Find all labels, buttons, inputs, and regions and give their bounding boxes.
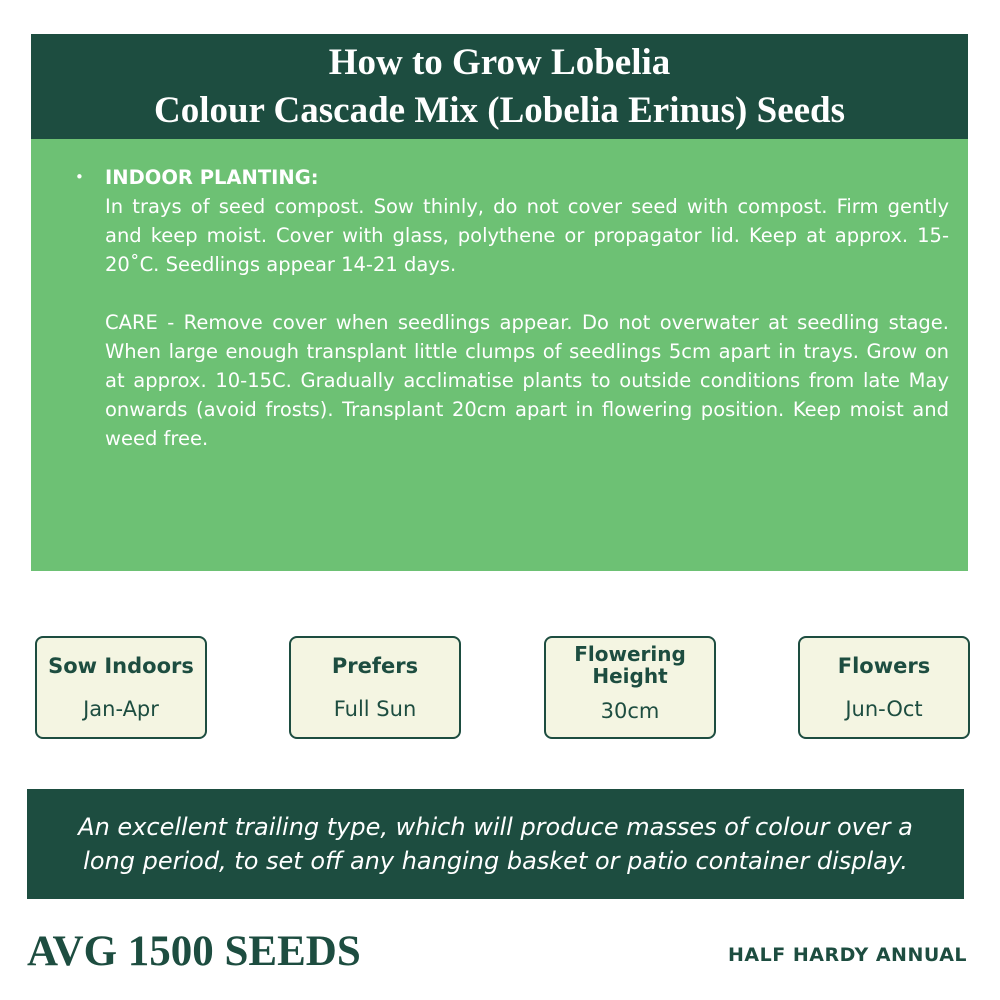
card-title [546,643,714,687]
page-header [31,34,968,139]
card-title: Flowers [837,654,931,678]
instructions-panel [31,139,968,571]
card-value: Jan-Apr [83,697,159,721]
info-card-prefers [289,636,461,739]
card-value: Full Sun [333,697,417,721]
info-card-flowers [798,636,970,739]
info-card-flowering-height [544,636,716,739]
indoor-planting-item [75,163,949,453]
bullet-icon: • [75,168,84,186]
seed-count: AVG 1500 SEEDS [27,928,361,975]
info-card-sow-indoors [35,636,207,739]
page-title-line1: How to Grow Lobelia [328,41,671,83]
indoor-planting-heading: INDOOR PLANTING: [105,166,319,189]
instructions-content [105,163,949,453]
indoor-planting-text: In trays of seed compost. Sow thinly, do not cover seed with compost. Firm gently and keep moist. Cover with glass, polythene or propagator lid. Keep at approx. 15-20˚C. Seedlings appear 14-21 days. [105,195,949,276]
card-title-line1: Flowering [574,642,686,666]
card-value: 30cm [600,699,660,723]
card-title-line2: Height [592,664,668,688]
care-text: CARE - Remove cover when seedlings appear. Do not overwater at seedling stage. When large enough transplant little clumps of seedlings 5cm apart in trays. Grow on at approx. 10-15C. Gradually acclimatise plants to outside conditions from late May onwards (avoid frosts). Transplant 20cm apart in flowering position. Keep moist and weed free. [105,311,949,450]
plant-type-label: HALF HARDY ANNUAL [728,944,967,966]
card-title: Sow Indoors [48,654,194,678]
page-title-line2: Colour Cascade Mix (Lobelia Erinus) Seeds [153,89,846,131]
description-banner [27,789,964,899]
card-value: Jun-Oct [845,697,923,721]
description-text: An excellent trailing type, which will produce masses of colour over a long period, to set off any hanging basket or patio container display. [78,813,913,875]
card-title: Prefers [331,654,419,678]
